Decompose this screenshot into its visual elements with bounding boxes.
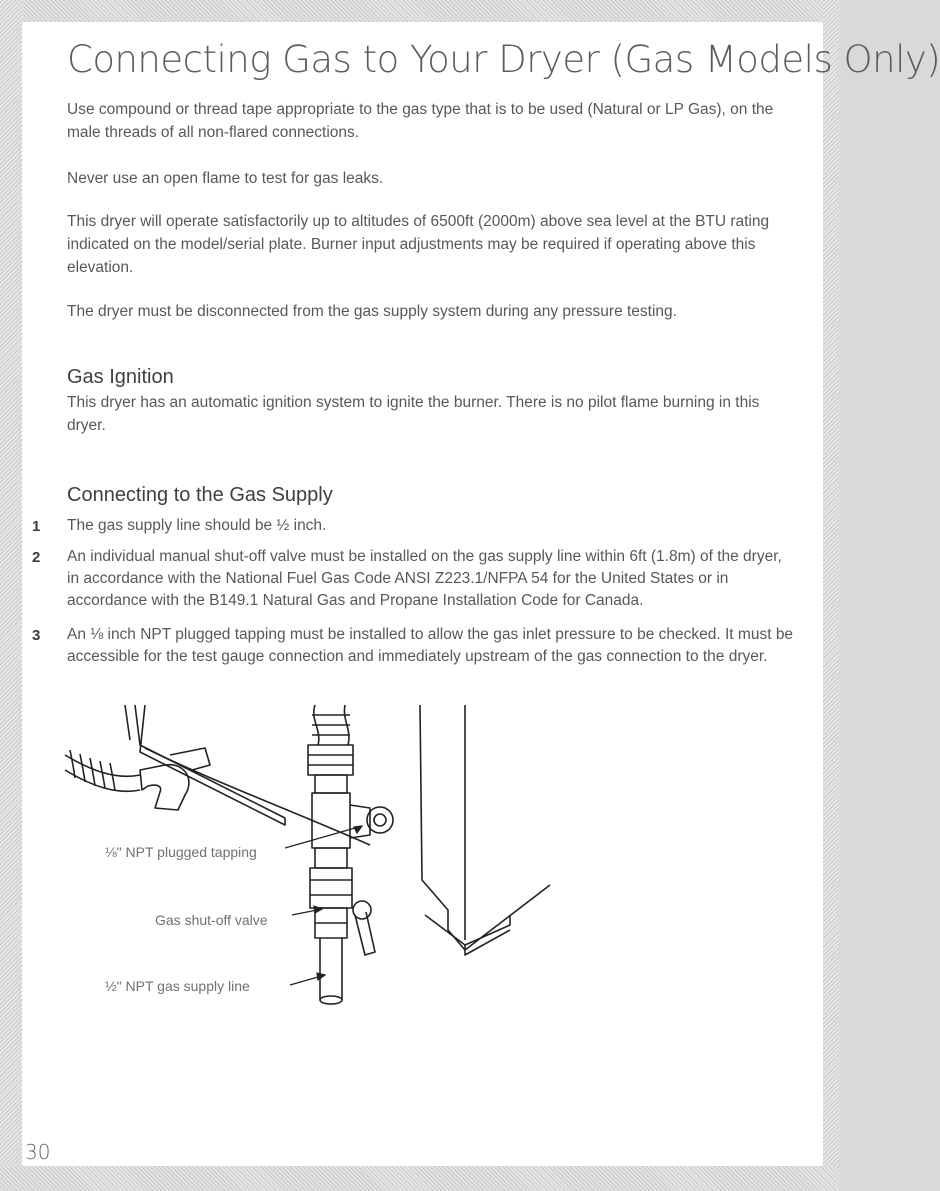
list-item-supply-line: The gas supply line should be ½ inch. <box>67 517 327 534</box>
list-number: 2 <box>32 549 41 566</box>
gas-supply-heading: Connecting to the Gas Supply <box>67 484 333 506</box>
gas-ignition-heading: Gas Ignition <box>67 366 174 388</box>
callout-supply-line: ½" NPT gas supply line <box>105 978 250 994</box>
page-title: Connecting Gas to Your Dryer (Gas Models Only) <box>67 38 940 81</box>
scan-border-left <box>0 0 22 1191</box>
shutoff-valve-body <box>310 868 352 908</box>
dryer-side-wall <box>420 705 550 950</box>
gas-connection-diagram <box>60 700 580 1020</box>
gas-ignition-text: This dryer has an automatic ignition system to ignite the burner. There is no pilot flame burning in this dryer. <box>67 394 760 434</box>
intro-paragraph-thread-tape: Use compound or thread tape appropriate to the gas type that is to be used (Natural or LP Gas), on the male threads of all non-flared connections. <box>67 101 774 141</box>
callout-plugged-tapping: ⅛" NPT plugged tapping <box>105 844 257 860</box>
list-number: 1 <box>32 518 41 535</box>
list-item-shutoff-valve: An individual manual shut-off valve must be installed on the gas supply line within 6ft (1.8m) of the dryer, in accordance with the National Fuel Gas Code ANSI Z223.1/NFPA 54 for the United States or in accordance with the B149.1 Natural Gas and Propane Installation Code for Canada. <box>67 548 782 609</box>
gas-supply-pipe <box>320 938 342 1000</box>
callout-shutoff-valve: Gas shut-off valve <box>155 912 268 928</box>
list-number: 3 <box>32 627 41 644</box>
page-number: 30 <box>25 1140 51 1164</box>
intro-paragraph-pressure-testing: The dryer must be disconnected from the gas supply system during any pressure testing. <box>67 303 677 320</box>
intro-paragraph-open-flame: Never use an open flame to test for gas leaks. <box>67 170 384 187</box>
intro-paragraph-altitude: This dryer will operate satisfactorily up to altitudes of 6500ft (2000m) above sea level at the BTU rating indicated on the model/serial plate. Burner input adjustments may be required if operating above this elevation. <box>67 213 770 276</box>
plugged-tapping <box>367 807 393 833</box>
scan-border-top <box>0 0 839 22</box>
elbow-fitting <box>140 765 189 810</box>
union-nut <box>308 745 353 775</box>
tee-fitting <box>312 793 350 848</box>
scan-border-bottom <box>0 1166 839 1191</box>
list-item-plugged-tapping: An ⅛ inch NPT plugged tapping must be installed to allow the gas inlet pressure to be checked. It must be accessible for the test gauge connection and immediately upstream of the gas connection to the dryer. <box>67 626 794 665</box>
scan-border-right <box>823 0 839 1191</box>
